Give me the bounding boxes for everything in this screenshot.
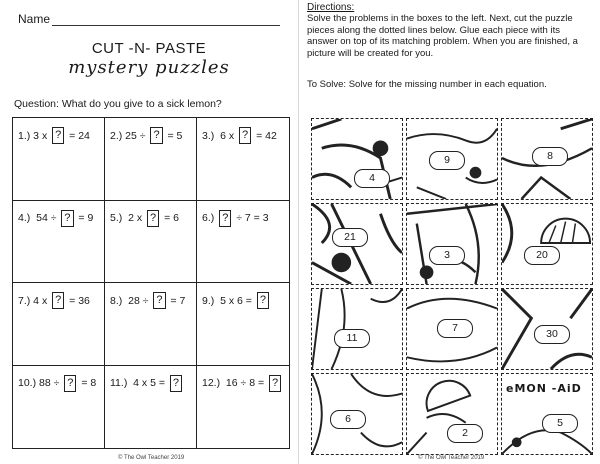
missing-number-box: ? bbox=[52, 127, 64, 144]
missing-number-box: ? bbox=[170, 375, 182, 392]
title-cut-n-paste: CUT -N- PASTE bbox=[91, 40, 207, 57]
problem-text-after: = 7 bbox=[167, 294, 186, 307]
directions-heading: Directions: bbox=[307, 2, 355, 13]
name-field-line[interactable] bbox=[52, 25, 280, 26]
piece-answer: 20 bbox=[524, 246, 560, 265]
problem-cell bbox=[105, 283, 197, 366]
problem-cell bbox=[13, 118, 105, 201]
piece-artwork bbox=[407, 204, 497, 284]
problem-equation bbox=[18, 292, 90, 309]
problem-number: 11.) bbox=[110, 377, 128, 389]
to-solve-instruction: To Solve: Solve for the missing number in each equation. bbox=[307, 79, 547, 90]
problem-text-after: = 42 bbox=[253, 129, 277, 142]
problem-grid bbox=[12, 117, 290, 449]
piece-answer: 6 bbox=[330, 410, 366, 429]
problem-cell bbox=[197, 201, 289, 284]
problem-cell bbox=[13, 201, 105, 284]
missing-number-box: ? bbox=[61, 210, 73, 227]
piece-artwork bbox=[502, 204, 592, 284]
problem-cell bbox=[13, 283, 105, 366]
piece-artwork bbox=[312, 119, 402, 199]
riddle-question: Question: What do you give to a sick lemon? bbox=[14, 98, 222, 110]
problem-equation bbox=[110, 127, 182, 144]
puzzle-piece[interactable] bbox=[501, 288, 593, 370]
problem-number: 2.) bbox=[110, 129, 123, 142]
problem-cell bbox=[197, 366, 289, 449]
missing-number-box: ? bbox=[64, 375, 76, 392]
problem-equation bbox=[202, 127, 277, 144]
problem-number: 8.) bbox=[110, 294, 123, 307]
problem-equation bbox=[202, 210, 269, 227]
problem-text-before: 4 x bbox=[30, 294, 51, 307]
problem-text-before: 16 ÷ 8 = bbox=[220, 377, 268, 389]
missing-number-box: ? bbox=[150, 127, 162, 144]
piece-answer: 8 bbox=[532, 147, 568, 166]
problem-text-after: = 24 bbox=[66, 129, 90, 142]
problem-number: 6.) bbox=[202, 212, 215, 224]
puzzle-piece[interactable] bbox=[406, 118, 498, 200]
piece-answer: 30 bbox=[534, 325, 570, 344]
problem-text-after: = 9 bbox=[75, 212, 94, 224]
piece-answer: 7 bbox=[437, 319, 473, 338]
problem-equation bbox=[18, 127, 90, 144]
lemonade-lettering: eMON -AiD bbox=[506, 382, 582, 395]
puzzle-piece[interactable] bbox=[311, 203, 403, 285]
missing-number-box: ? bbox=[219, 210, 231, 227]
problem-equation bbox=[110, 292, 185, 309]
problem-cell bbox=[105, 366, 197, 449]
problem-equation bbox=[18, 375, 96, 392]
problem-equation bbox=[110, 210, 179, 227]
missing-number-box: ? bbox=[257, 292, 269, 309]
problem-number: 12.) bbox=[202, 377, 221, 389]
puzzle-piece[interactable] bbox=[501, 373, 593, 455]
missing-number-box: ? bbox=[153, 292, 165, 309]
problem-number: 5.) bbox=[110, 212, 123, 224]
problem-text-after: = 36 bbox=[66, 294, 90, 307]
problem-number: 1.) bbox=[18, 129, 31, 142]
missing-number-box: ? bbox=[52, 292, 64, 309]
problem-text-after: ÷ 7 = 3 bbox=[233, 212, 269, 224]
problem-text-before: 4 x 5 = bbox=[127, 377, 168, 389]
missing-number-box: ? bbox=[239, 127, 251, 144]
puzzle-piece[interactable] bbox=[311, 373, 403, 455]
problem-text-after: = 6 bbox=[161, 212, 179, 224]
name-label: Name bbox=[18, 12, 51, 26]
problem-text-before: 88 ÷ bbox=[36, 377, 63, 389]
problem-text-before: 2 x bbox=[122, 212, 146, 224]
problem-equation bbox=[202, 375, 283, 392]
problem-cell bbox=[197, 283, 289, 366]
missing-number-box: ? bbox=[269, 375, 281, 392]
puzzle-piece[interactable] bbox=[406, 373, 498, 455]
copyright-footer: © The Owl Teacher 2019 bbox=[118, 455, 185, 461]
puzzle-piece[interactable] bbox=[406, 288, 498, 370]
problem-text-after: = 5 bbox=[164, 129, 183, 142]
directions-text: Solve the problems in the boxes to the left. Next, cut the puzzle pieces along the dotted lines below. Glue each piece with its answer on top of its matching problem. When you are finished, a picture will be created for you. bbox=[307, 13, 578, 59]
piece-answer: 2 bbox=[447, 424, 483, 443]
problem-number: 3.) bbox=[202, 129, 215, 142]
problem-equation bbox=[110, 375, 184, 392]
problem-text-after: = 8 bbox=[78, 377, 97, 389]
piece-answer: 11 bbox=[334, 329, 370, 348]
problem-number: 9.) bbox=[202, 294, 215, 307]
puzzle-pieces bbox=[311, 118, 593, 458]
problem-equation bbox=[202, 292, 271, 309]
problem-text-before: 3 x bbox=[30, 129, 51, 142]
problem-text-before: 54 ÷ bbox=[30, 212, 60, 224]
problem-number: 7.) bbox=[18, 294, 31, 307]
problem-number: 4.) bbox=[18, 212, 31, 224]
problem-text-before: 5 x 6 = bbox=[214, 294, 255, 307]
piece-answer: 21 bbox=[332, 228, 368, 247]
copyright-footer-right: © The Owl Teacher 2019 bbox=[418, 455, 485, 461]
problem-text-before: 28 ÷ bbox=[122, 294, 152, 307]
title-mystery-puzzles: mystery puzzles bbox=[68, 57, 230, 78]
puzzle-piece[interactable] bbox=[501, 203, 593, 285]
piece-answer: 4 bbox=[354, 169, 390, 188]
problem-cell bbox=[105, 118, 197, 201]
missing-number-box: ? bbox=[147, 210, 159, 227]
problem-cell bbox=[197, 118, 289, 201]
problem-cell bbox=[105, 201, 197, 284]
puzzle-piece[interactable] bbox=[311, 288, 403, 370]
piece-answer: 9 bbox=[429, 151, 465, 170]
problem-number: 10.) bbox=[18, 377, 37, 389]
worksheet-left-panel bbox=[0, 0, 298, 464]
puzzle-piece[interactable] bbox=[501, 118, 593, 200]
piece-answer: 3 bbox=[429, 246, 465, 265]
puzzle-piece[interactable] bbox=[406, 203, 498, 285]
page-divider bbox=[298, 0, 299, 464]
problem-text-before: 25 ÷ bbox=[122, 129, 149, 142]
problem-text-before: 6 x bbox=[214, 129, 238, 142]
problem-cell bbox=[13, 366, 105, 449]
piece-answer: 5 bbox=[542, 414, 578, 433]
problem-text-before bbox=[214, 212, 217, 224]
puzzle-piece[interactable] bbox=[311, 118, 403, 200]
problem-equation bbox=[18, 210, 93, 227]
